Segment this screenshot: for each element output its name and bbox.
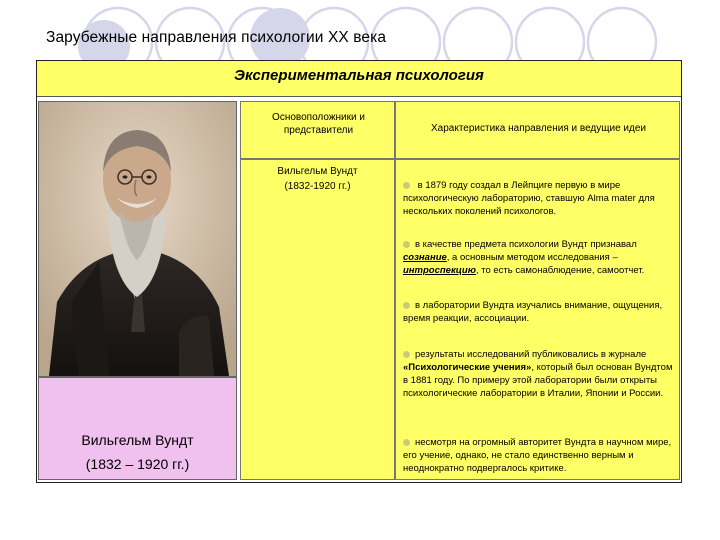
- slide-title: Зарубежные направления психологии XX века: [46, 29, 387, 46]
- portrait-illustration: [39, 102, 236, 376]
- idea-text: , то есть самонаблюдение, самоотчет.: [475, 265, 645, 276]
- caption-years: (1832 – 1920 гг.): [85, 456, 190, 472]
- section-banner: [37, 61, 681, 97]
- emphasis-term: сознание: [403, 252, 447, 263]
- section-heading: Экспериментальная психология: [234, 67, 484, 84]
- idea-text: , который был основан Вундтом в 1881 году. По примеру этой лаборатории были открыты психологические лаборатории в Италии, Японии и России.: [403, 362, 673, 399]
- content-frame: [36, 60, 682, 483]
- bullet-dot-icon: [403, 351, 410, 358]
- bullet-dot-icon: [403, 302, 410, 309]
- idea-paragraph-1: [403, 179, 677, 218]
- bullet-dot-icon: [403, 182, 410, 189]
- emphasis-term: интроспекцию: [403, 265, 476, 276]
- representative-name: Вильгельм Вундт: [277, 166, 358, 177]
- header-characteristics: [395, 101, 680, 159]
- characteristics-cell: [395, 159, 680, 480]
- representatives-cell: [240, 159, 395, 480]
- idea-text: , а основным методом исследования –: [446, 252, 618, 263]
- representative-years: (1832-1920 гг.): [284, 181, 351, 192]
- idea-text: несмотря на огромный авторитет Вундта в научном мире, его учение, однако, не стало единственно верным и неоднократно подвергалось критике.: [403, 437, 672, 474]
- bullet-dot-icon: [403, 241, 410, 248]
- idea-text: в 1879 году создал в Лейпциге первую в мире психологическую лабораторию, ставшую Alma mater для нескольких поколений психологов.: [403, 180, 655, 217]
- idea-paragraph-2: [403, 238, 677, 277]
- idea-paragraph-5: [403, 436, 677, 475]
- bullet-dot-icon: [403, 439, 410, 446]
- idea-text: результаты исследований публиковались в журнале: [415, 349, 647, 360]
- idea-paragraph-4: [403, 348, 677, 400]
- portrait-caption: [38, 377, 237, 480]
- caption-name: Вильгельм Вундт: [81, 432, 194, 448]
- header-founders-label: Основоположники и представители: [272, 112, 365, 136]
- header-characteristics-label: Характеристика направления и ведущие идеи: [431, 123, 646, 134]
- idea-paragraph-3: [403, 299, 677, 325]
- portrait-image: [38, 101, 237, 377]
- idea-text: в лаборатории Вундта изучались внимание, ощущения, время реакции, ассоциации.: [403, 300, 663, 324]
- idea-text: в качестве предмета психологии Вундт признавал: [415, 239, 637, 250]
- header-founders: [240, 101, 395, 159]
- journal-title: «Психологические учения»: [403, 362, 532, 373]
